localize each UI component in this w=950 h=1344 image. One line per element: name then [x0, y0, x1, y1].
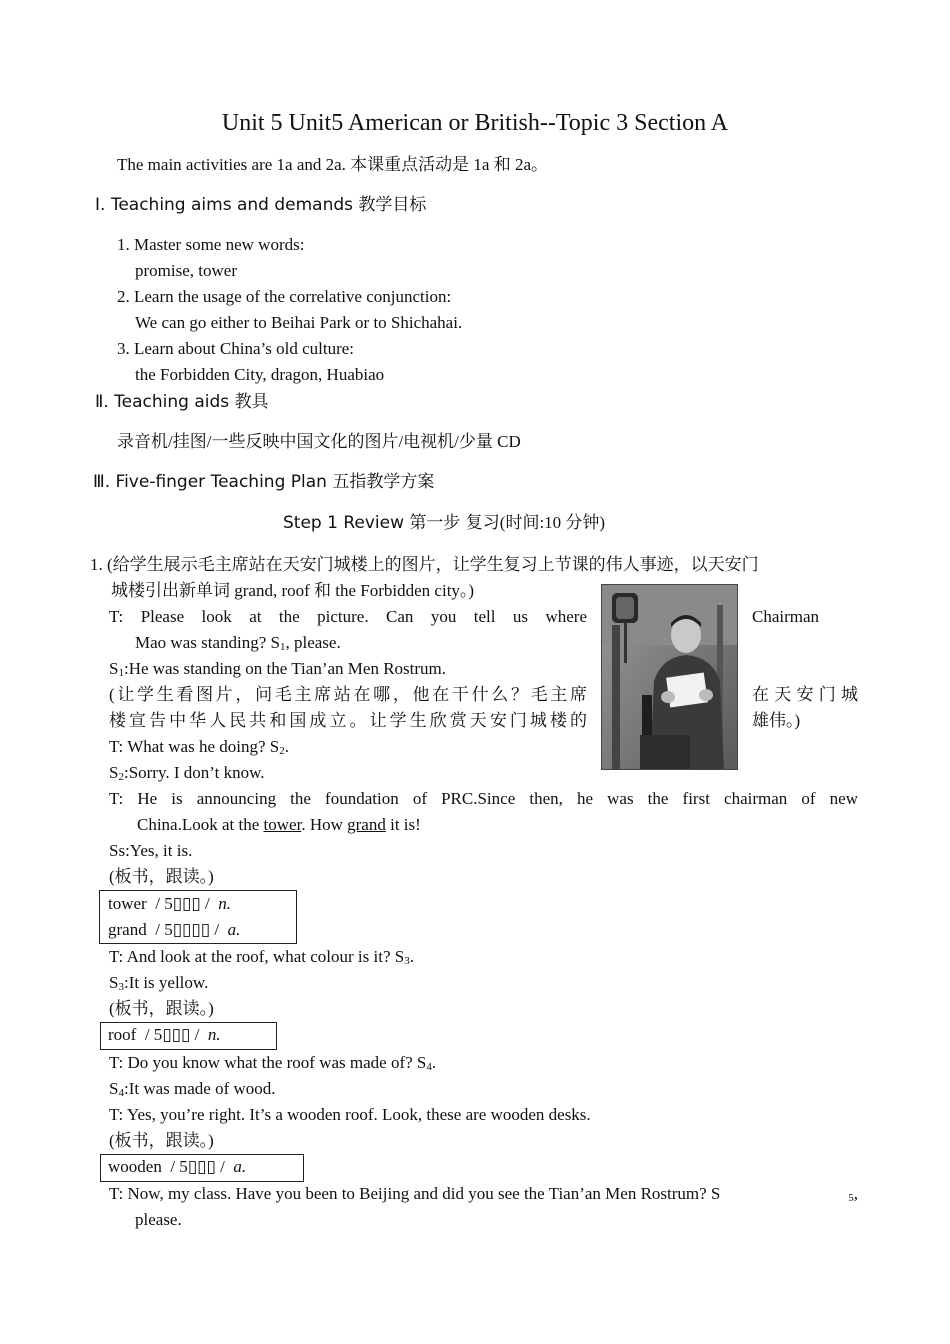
- aim-item-1: 1. Master some new words:: [117, 235, 305, 254]
- aim-item-3-detail: the Forbidden City, dragon, Huabiao: [135, 365, 385, 384]
- vocab-grand: grand / 5▯▯▯▯ / a.: [108, 920, 241, 939]
- section3-heading: Ⅲ. Five-finger Teaching Plan 五指教学方案: [93, 472, 435, 492]
- teacher-line-5: T: Do you know what the roof was made of? $S_4$.: [109, 1053, 437, 1073]
- word-grand-underlined: grand: [347, 815, 386, 834]
- aim-item-2: 2. Learn the usage of the correlative conjunction:: [117, 287, 452, 306]
- teaching-aids-list: 录音机/挂图/一些反映中国文化的图片/电视机/少量 CD: [117, 432, 521, 451]
- word-tower-underlined: tower: [263, 815, 302, 834]
- chairman-mao-photo: [601, 584, 738, 770]
- vocab-wooden: wooden / 5▯▯▯ / a.: [108, 1157, 247, 1176]
- student-2-reply: $S_2:Sorry$. I don’t know.: [109, 763, 265, 783]
- aim-item-1-detail: promise, tower: [135, 261, 237, 280]
- board-note-1: (板书，跟读。): [109, 867, 214, 886]
- student-4-reply: $S_4:It$ was made of wood.: [109, 1079, 276, 1099]
- teacher-line-2: T: What was he doing? $S_2$.: [109, 737, 289, 757]
- teacher-line-1-cont: Mao was standing? $S_1$, please.: [135, 633, 341, 653]
- vocab-roof: roof / 5▯▯▯ / n.: [108, 1025, 221, 1044]
- board-note-3: (板书，跟读。): [109, 1131, 214, 1150]
- teacher-line-3-cont: China.Look at the tower. How grand it is!: [137, 815, 421, 834]
- intro-text: The main activities are 1a and 2a. 本课重点活动是 1a 和 2a。: [117, 155, 549, 174]
- document-title: Unit 5 Unit5 American or British--Topic 3 Section A: [221, 110, 729, 136]
- note-line-1-right: 在天安门城: [752, 685, 858, 704]
- aim-item-3: 3. Learn about China’s old culture:: [117, 339, 354, 358]
- note-line-2-left: 楼宣告中华人民共和国成立。让学生欣赏天安门城楼的: [109, 711, 587, 730]
- step1-time: (时间:10 分钟): [499, 513, 606, 532]
- teacher-line-4: T: And look at the roof, what colour is it? $S_3$.: [109, 947, 414, 967]
- activity-1-line-2: 城楼引出新单词 grand, roof 和 the Forbidden city。): [111, 581, 475, 600]
- teacher-line-3: T: He is announcing the foundation of PRC.Since then, he was the first chairman of new: [109, 789, 858, 808]
- vocab-tower: tower / 5▯▯▯ / n.: [108, 894, 231, 913]
- note-line-1-left: (让学生看图片，问毛主席站在哪，他在干什么？毛主席: [109, 685, 587, 704]
- note-line-2-right: 雄伟。): [752, 711, 801, 730]
- student-1-reply: $S_1:He$ was standing on the Tian’an Men Rostrum.: [109, 659, 447, 679]
- step1-heading: [283, 510, 605, 536]
- teacher-line-7-cont: please.: [135, 1210, 182, 1229]
- teacher-line-6: T: Yes, you’re right. It’s a wooden roof. Look, these are wooden desks.: [109, 1105, 591, 1124]
- section2-heading: Ⅱ. Teaching aids 教具: [95, 392, 269, 412]
- teacher-line-1-right: Chairman: [752, 607, 820, 626]
- teacher-line-1-left: T: Please look at the picture. Can you tell us where: [109, 607, 587, 626]
- board-note-2: (板书，跟读。): [109, 999, 214, 1018]
- section1-heading: Ⅰ. Teaching aims and demands 教学目标: [95, 195, 427, 215]
- teacher-line-7: T: Now, my class. Have you been to Beijing and did you see the Tian’an Men Rostrum? S $_5$,: [109, 1184, 858, 1204]
- chairman-mao-photo-image: [602, 585, 737, 769]
- aim-item-2-detail: We can go either to Beihai Park or to Shichahai.: [135, 313, 463, 332]
- class-reply: Ss:Yes, it is.: [109, 841, 193, 860]
- step1-label: Step 1 Review 第一步 复习: [283, 513, 500, 533]
- student-3-reply: $S_3:It$ is yellow.: [109, 973, 209, 993]
- activity-1-line-1: 1. (给学生展示毛主席站在天安门城楼上的图片，让学生复习上节课的伟人事迹，以天安门: [90, 555, 759, 574]
